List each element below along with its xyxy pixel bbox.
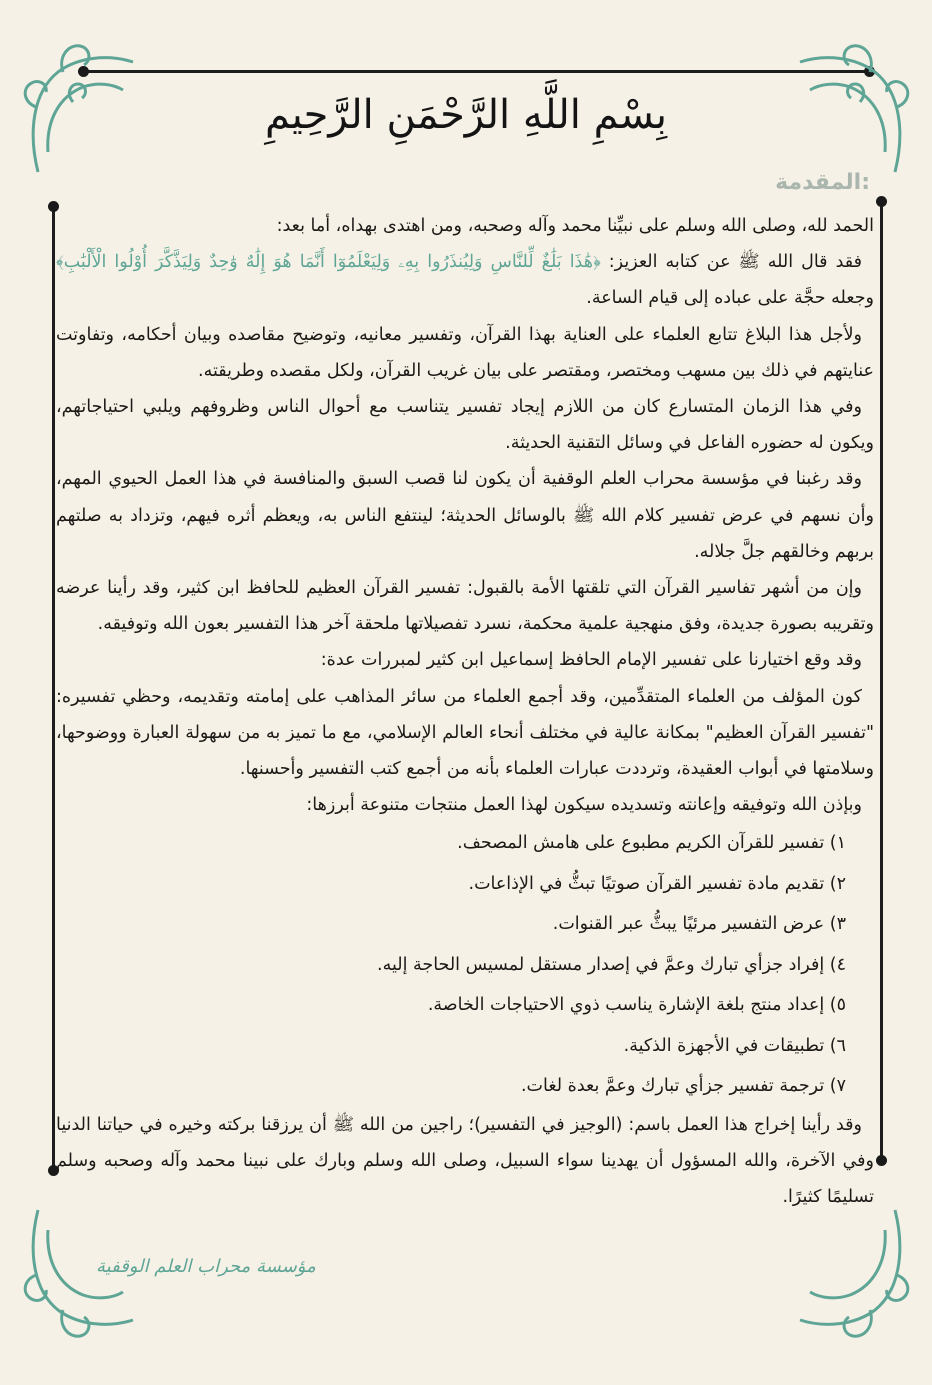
paragraph-verse <box>56 244 874 316</box>
right-rule-dot-bottom <box>876 1155 887 1166</box>
paragraph: ولأجل هذا البلاغ تتابع العلماء على العناية بهذا القرآن، وتفسير معانيه، وتوضيح مقاصده وبيان أحكامه، وتفاوتت عنايتهم في ذلك بين مسهب ومختصر، ومقتصر على بيان غريب القرآن، ولكل مقصده وطريقته. <box>56 324 874 381</box>
left-rule <box>52 205 55 1170</box>
paragraph: وإن من أشهر تفاسير القرآن التي تلقتها الأمة بالقبول: تفسير القرآن العظيم للحافظ ابن كثير، وقد رأينا عرضه وتقريبه بصورة جديدة، وفق منهجية علمية محكمة، نسرد تفصيلاتها ملحقة آخر هذا التفسير بعون الله وتوفيقه. <box>56 578 874 635</box>
list-item: ٥) إعداد منتج بلغة الإشارة يناسب ذوي الاحتياجات الخاصة. <box>427 995 846 1016</box>
section-heading: المقدمة: <box>775 170 870 195</box>
right-rule-dot-top <box>876 196 887 207</box>
paragraph: الحمد لله، وصلى الله وسلم على نبيِّنا محمد وآله وصحبه، ومن اهتدى بهداه، أما بعد: <box>276 216 874 236</box>
paragraph: كون المؤلف من العلماء المتقدِّمين، وقد أجمع العلماء من سائر المذاهب على إمامته وتقديمه، وحظي تفسيره: "تفسير القرآن العظيم" بمكانة عالية في مختلف أنحاء العالم الإسلامي، مع ما تميز به من سهولة العبارة ووضوحها، وسلامتها في أبواب العقيدة، وترددت عبارات العلماء بأنه من أجمع كتب التفسير وأحسنها. <box>56 686 874 780</box>
list-item: ٦) تطبيقات في الأجهزة الذكية. <box>623 1035 846 1056</box>
paragraph: وقد رغبنا في مؤسسة محراب العلم الوقفية أن يكون لنا قصب السبق والمنافسة في هذا العمل الحيوي المهم، وأن نسهم في عرض تفسير كلام الله ﷺ بالوسائل الحديثة؛ لينتفع الناس به، ويعظم أثره فيهم، وتزداد به صلتهم بربهم وخالقهم جلَّ جلاله. <box>56 469 874 562</box>
paragraph-tail: وجعله حجَّة على عباده إلى قيام الساعة. <box>586 288 874 309</box>
right-rule <box>880 200 883 1160</box>
list-item: ١) تفسير للقرآن الكريم مطبوع على هامش المصحف. <box>457 833 846 854</box>
list-item: ٤) إفراد جزأي تبارك وعمَّ في إصدار مستقل لمسيس الحاجة إليه. <box>377 954 846 975</box>
top-rule <box>82 70 870 73</box>
paragraph: وفي هذا الزمان المتسارع كان من اللازم إيجاد تفسير يتناسب مع أحوال الناس وظروفهم ويلبي احتياجاتهم، ويكون له حضوره الفاعل في وسائل التقنية الحديثة. <box>56 397 874 454</box>
basmala: بِسْمِ اللَّهِ الرَّحْمَنِ الرَّحِيمِ <box>264 92 668 138</box>
list-item: ٣) عرض التفسير مرئيًا يبثُّ عبر القنوات. <box>552 914 846 935</box>
list-item: ٢) تقديم مادة تفسير القرآن صوتيًا تبثُّ في الإذاعات. <box>468 873 846 894</box>
paragraph: وقد وقع اختيارنا على تفسير الإمام الحافظ إسماعيل ابن كثير لمبررات عدة: <box>320 650 862 671</box>
paragraph-lead: فقد قال الله ﷺ عن كتابه العزيز: <box>600 252 862 273</box>
paragraph: وبإذن الله وتوفيقه وإعانته وتسديده سيكون لهذا العمل منتجات متنوعة أبرزها: <box>306 795 862 816</box>
paragraph: وقد رأينا إخراج هذا العمل باسم: (الوجيز في التفسير)؛ راجين من الله ﷺ أن يرزقنا بركته وخيره في حياتنا الدنيا وفي الآخرة، والله المسؤول أن يهدينا سواء السبيل، وصلى الله وسلم وبارك على نبينا محمد وآله وصحبه وسلم تسليمًا كثيرًا. <box>56 1114 874 1208</box>
list-item: ٧) ترجمة تفسير جزأي تبارك وعمَّ بعدة لغات. <box>520 1076 846 1097</box>
foundation-logo-text: مؤسسة محراب العلم الوقفية <box>96 1256 316 1277</box>
quran-verse: ﴿هَٰذَا بَلَٰغٌ لِّلنَّاسِ وَلِيُنذَرُوا بِهِۦ وَلِيَعْلَمُوٓا أَنَّمَا هُوَ إِلَٰهٌ وَٰحِدٌ وَلِيَذَّكَّرَ أُوْلُوا الْأَلْبَٰبِ﴾ <box>56 252 601 273</box>
floral-corner-icon <box>790 1200 915 1350</box>
introduction-text <box>56 208 874 1216</box>
